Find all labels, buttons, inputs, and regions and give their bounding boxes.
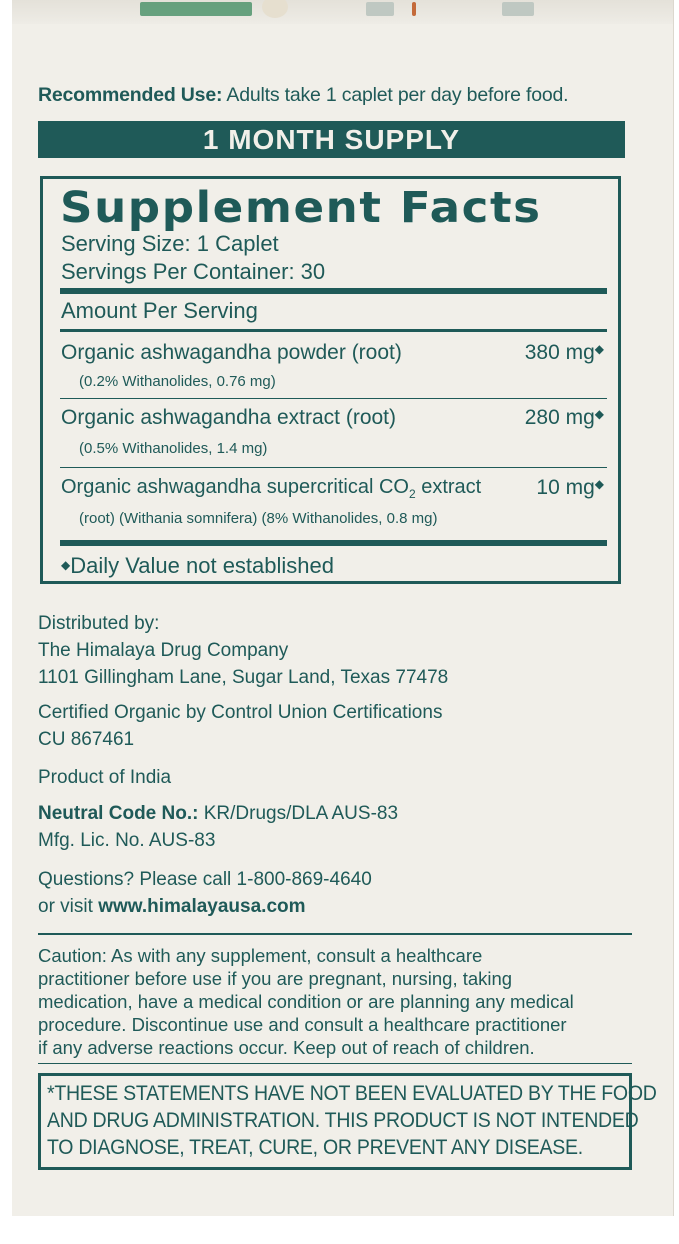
neutral-code-label: Neutral Code No.: <box>38 803 199 824</box>
ingredient-amount: 380 mg◆ <box>524 341 604 364</box>
ingredient-detail: (0.2% Withanolides, 0.76 mg) <box>79 373 276 390</box>
certification-number: CU 867461 <box>38 729 135 750</box>
ingredient-amount: 280 mg◆ <box>524 406 604 429</box>
diamond-icon: ◆ <box>61 558 71 572</box>
servings-per-container: Servings Per Container: 30 <box>61 259 326 284</box>
top-edge-label-fragment <box>140 2 252 16</box>
serving-size: Serving Size: 1 Caplet <box>61 231 279 256</box>
package-top-edge <box>12 0 673 24</box>
divider <box>60 467 607 468</box>
distributor-block <box>38 610 448 691</box>
ingredient-name: Organic ashwagandha supercritical $CO_2$ extract <box>61 476 482 501</box>
certification-line: Certified Organic by Control Union Certifications <box>38 702 443 723</box>
certification-block <box>38 699 442 753</box>
product-origin: Product of India <box>38 767 172 788</box>
diamond-icon: ◆ <box>594 342 604 356</box>
top-edge-mark-fragment <box>412 2 416 16</box>
mfg-license: Mfg. Lic. No. AUS-83 <box>38 830 216 851</box>
divider <box>38 933 632 935</box>
top-edge-text-fragment-2 <box>502 2 534 16</box>
ingredient-name: Organic ashwagandha powder (root) <box>61 341 402 364</box>
visit-prefix: or visit <box>38 896 99 917</box>
caution-label: Caution: <box>38 945 107 966</box>
recommended-use-label: Recommended Use: <box>38 84 223 106</box>
recommended-use-text: Adults take 1 caplet per day before food. <box>222 84 569 106</box>
ingredient-amount: 10 mg◆ <box>536 476 604 499</box>
top-edge-text-fragment <box>366 2 394 16</box>
divider <box>60 398 607 399</box>
ingredient-detail: (root) (Withania somnifera) (8% Withanolides, 0.8 mg) <box>79 510 438 527</box>
ingredient-name: Organic ashwagandha extract (root) <box>61 406 397 429</box>
diamond-icon: ◆ <box>594 407 604 421</box>
distributor-address: 1101 Gillingham Lane, Sugar Land, Texas 77478 <box>38 667 449 688</box>
diamond-icon: ◆ <box>594 477 604 491</box>
fda-disclaimer-line: TO DIAGNOSE, TREAT, CURE, OR PREVENT ANY DISEASE. <box>47 1136 583 1159</box>
distributor-company: The Himalaya Drug Company <box>38 640 289 661</box>
fda-disclaimer-box <box>38 1073 657 1170</box>
divider <box>38 1063 632 1064</box>
caution-block: Caution: As with any supplement, consult a healthcare practitioner before use if you are pregnant, nursing, taking medication, have a medical condition or are planning any medical procedure. Discontinue use and consult a healthcare practitioner if any adverse reactions occur. Keep out of reach of children. <box>38 945 574 1058</box>
recommended-use <box>38 84 568 107</box>
contact-block <box>38 866 372 920</box>
distributor-label: Distributed by: <box>38 613 160 634</box>
supplement-facts-title: Supplement Facts <box>60 183 542 233</box>
supply-banner: 1 MONTH SUPPLY <box>38 121 625 158</box>
neutral-code-value: KR/Drugs/DLA AUS-83 <box>198 803 399 824</box>
thick-divider <box>60 540 607 546</box>
supplement-facts-panel <box>40 176 621 584</box>
amount-per-serving-header: Amount Per Serving <box>61 298 258 323</box>
top-edge-seal-fragment <box>262 0 288 18</box>
phone-line: Questions? Please call 1-800-869-4640 <box>38 869 372 890</box>
divider <box>60 329 607 332</box>
fda-disclaimer-line: *THESE STATEMENTS HAVE NOT BEEN EVALUATED BY THE FOOD <box>47 1082 657 1105</box>
fda-disclaimer-line: AND DRUG ADMINISTRATION. THIS PRODUCT IS NOT INTENDED <box>47 1109 639 1132</box>
ingredient-detail: (0.5% Withanolides, 1.4 mg) <box>79 440 268 457</box>
codes-block <box>38 800 398 854</box>
thick-divider <box>60 288 607 294</box>
daily-value-footnote: ◆Daily Value not established <box>61 553 334 578</box>
website-link[interactable]: www.himalayausa.com <box>98 896 306 917</box>
